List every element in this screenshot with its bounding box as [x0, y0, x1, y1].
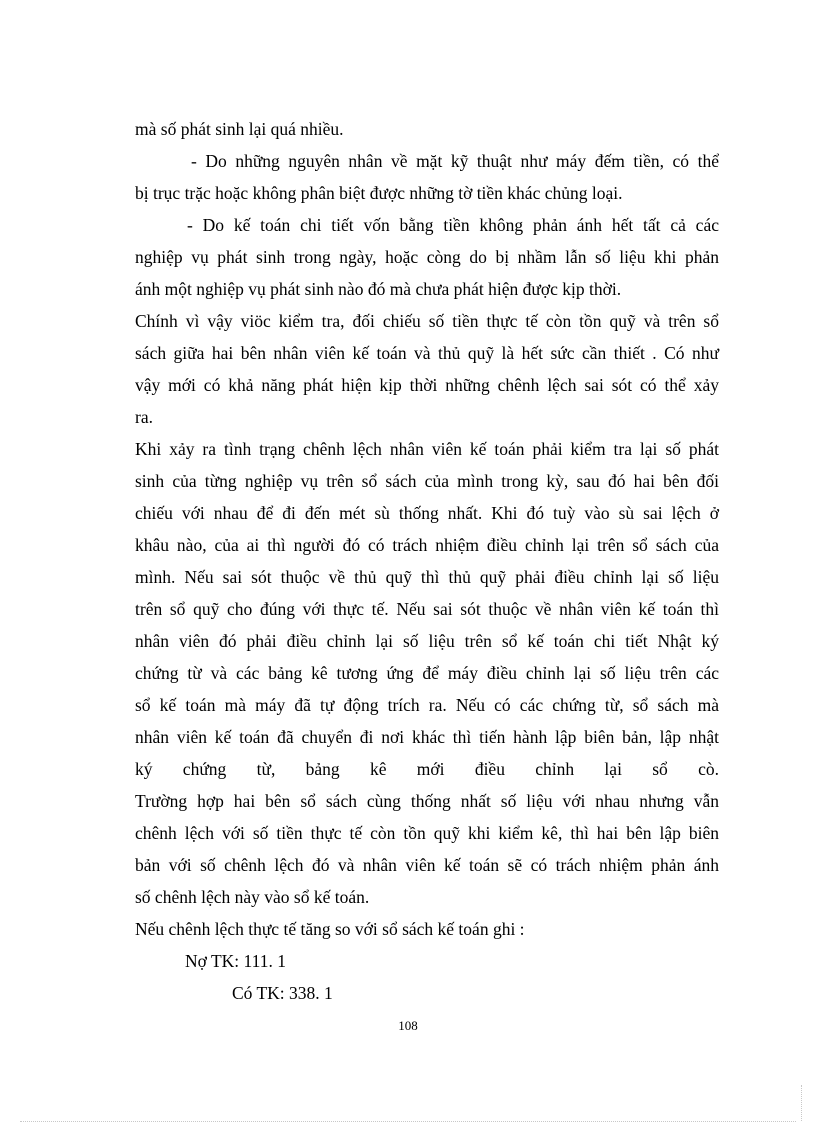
page-number: 108	[398, 1018, 418, 1033]
text-line: chứng từ và các bảng kê tương ứng để máy điều chỉnh lại số liệu trên các	[135, 663, 719, 683]
text-line: nghiệp vụ phát sinh trong ngày, hoặc còng do bị nhầm lẫn số liệu khi phản	[135, 247, 719, 267]
text-line: nhân viên đó phải điều chỉnh lại số liệu trên sổ kế toán chi tiết Nhật ký	[135, 631, 719, 651]
text-line: mình. Nếu sai sót thuộc về thủ quỹ thì thủ quỹ phải điều chỉnh lại số liệu	[135, 567, 719, 587]
page-border-right	[801, 1085, 802, 1121]
text-line: Khi xảy ra tình trạng chênh lệch nhân viên kế toán phải kiểm tra lại số phát	[135, 439, 719, 459]
text-line: ánh một nghiệp vụ phát sinh nào đó mà chưa phát hiện được kịp thời.	[135, 279, 622, 299]
text-line: trên sổ quỹ cho đúng với thực tế. Nếu sai sót thuộc về nhân viên kế toán thì	[135, 599, 719, 619]
text-line: chênh lệch với số tiền thực tế còn tồn quỹ khi kiểm kê, thì hai bên lập biên	[135, 823, 719, 843]
text-line: vậy mới có khả năng phát hiện kịp thời những chênh lệch sai sót có thể xảy	[135, 375, 719, 395]
text-line: bản với số chênh lệch đó và nhân viên kế toán sẽ có trách nhiệm phản ánh	[135, 855, 719, 875]
text-line: Chính vì vậy viöc kiểm tra, đối chiếu số tiền thực tế còn tồn quỹ và trên sổ	[135, 311, 719, 331]
text-line: khâu nào, của ai thì người đó có trách nhiệm điều chỉnh lại trên sổ sách của	[135, 535, 719, 555]
text-line: ký chứng từ, bảng kê mới điều chỉnh lại sổ cò.	[135, 759, 719, 779]
text-line: sổ kế toán mà máy đã tự động trích ra. Nếu có các chứng từ, sổ sách mà	[135, 695, 719, 715]
text-line: chiếu với nhau để đi đến mét sù thống nhất. Khi đó tuỳ vào sù sai lệch ở	[135, 503, 719, 523]
page-border-bottom	[20, 1121, 796, 1122]
text-line: Trường hợp hai bên sổ sách cùng thống nhất số liệu với nhau nhưng vẫn	[135, 791, 719, 811]
journal-entry-credit: Có TK: 338. 1	[232, 983, 333, 1003]
journal-entry-debit: Nợ TK: 111. 1	[185, 951, 286, 971]
text-line: - Do những nguyên nhân về mặt kỹ thuật như máy đếm tiền, có thể	[191, 151, 719, 171]
text-line: - Do kế toán chi tiết vốn bằng tiền không phản ánh hết tất cả các	[187, 215, 719, 235]
text-line: bị trục trặc hoặc không phân biệt được những tờ tiền khác chủng loại.	[135, 183, 623, 203]
text-line: sinh của từng nghiệp vụ trên sổ sách của mình trong kỳ, sau đó hai bên đối	[135, 471, 719, 491]
text-line: Nếu chênh lệch thực tế tăng so với sổ sách kế toán ghi :	[135, 919, 525, 939]
text-line: sách giữa hai bên nhân viên kế toán và thủ quỹ là hết sức cần thiết . Có như	[135, 343, 719, 363]
text-line: nhân viên kế toán đã chuyển đi nơi khác thì tiến hành lập biên bản, lập nhật	[135, 727, 719, 747]
body-text	[135, 113, 719, 1009]
text-line: số chênh lệch này vào sổ kế toán.	[135, 887, 370, 907]
text-line: ra.	[135, 407, 153, 427]
text-line: mà số phát sinh lại quá nhiều.	[135, 119, 344, 139]
